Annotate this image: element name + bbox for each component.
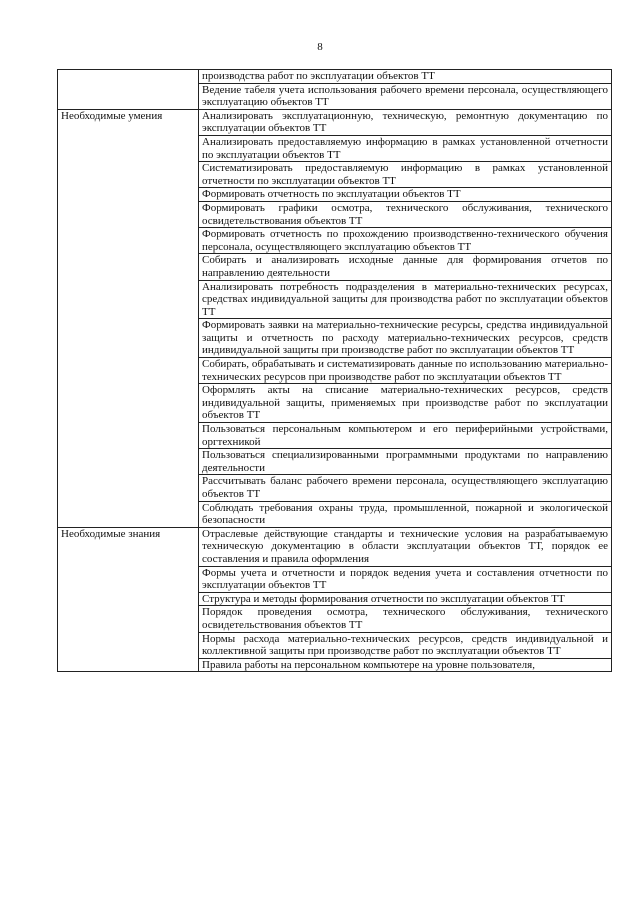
description-cell-skill: Формировать отчетность по прохождению производственно-технического обучения персонала, осуществляющего эксплуатацию объектов ТТ <box>199 228 612 254</box>
section-label: Необходимые умения <box>58 109 199 527</box>
description-cell-skill: Формировать заявки на материально-технические ресурсы, средства индивидуальной защиты и отчетность по расходу материально-технических ресурсов, средств индивидуальной защиты при производстве работ по эксплуатации объектов ТТ <box>199 319 612 358</box>
description-cell-skill: Соблюдать требования охраны труда, промышленной, пожарной и экологической безопасности <box>199 501 612 527</box>
description-cell-skill: Собирать, обрабатывать и систематизировать данные по использованию материально-технических ресурсов при производстве работ по эксплуатации объектов ТТ <box>199 358 612 384</box>
table-row <box>58 70 612 84</box>
description-cell-continued: производства работ по эксплуатации объектов ТТ <box>199 70 612 84</box>
description-cell-skill: Анализировать потребность подразделения в материально-технических ресурсах, средствах индивидуальной защиты для производства работ по эксплуатации объектов ТТ <box>199 280 612 319</box>
section-label: Необходимые знания <box>58 527 199 672</box>
description-cell-knowledge: Структура и методы формирования отчетности по эксплуатации объектов ТТ <box>199 592 612 606</box>
table-row <box>58 527 612 566</box>
description-cell-knowledge: Отраслевые действующие стандарты и технические условия на разрабатываемую техническую документацию в области эксплуатации объектов ТТ, порядок ее составления и правила оформления <box>199 527 612 566</box>
description-cell-knowledge: Правила работы на персональном компьютере на уровне пользователя, <box>199 658 612 672</box>
description-cell-knowledge: Формы учета и отчетности и порядок ведения учета и составления отчетности по эксплуатации объектов ТТ <box>199 566 612 592</box>
description-cell-skill: Формировать отчетность по эксплуатации объектов ТТ <box>199 188 612 202</box>
description-cell-skill: Систематизировать предоставляемую информацию в рамках установленной отчетности по эксплуатации объектов ТТ <box>199 162 612 188</box>
empty-label-cell <box>58 70 199 110</box>
description-cell-skill: Пользоваться специализированными программными продуктами по направлению деятельности <box>199 449 612 475</box>
competency-table <box>57 69 612 672</box>
description-cell-skill: Анализировать предоставляемую информацию в рамках установленной отчетности по эксплуатации объектов ТТ <box>199 135 612 161</box>
description-cell-skill: Пользоваться персональным компьютером и его периферийными устройствами, оргтехникой <box>199 423 612 449</box>
description-cell-skill: Оформлять акты на списание материально-технических ресурсов, средств индивидуальной защиты, применяемых при производстве работ по эксплуатации объектов ТТ <box>199 384 612 423</box>
table-body <box>58 70 612 672</box>
table-row <box>58 109 612 135</box>
description-cell-knowledge: Порядок проведения осмотра, технического обслуживания, технического освидетельствования объектов ТТ <box>199 606 612 632</box>
page-number: 8 <box>317 41 323 53</box>
description-cell-skill: Собирать и анализировать исходные данные для формирования отчетов по направлению деятельности <box>199 254 612 280</box>
description-cell-skill: Рассчитывать баланс рабочего времени персонала, осуществляющего эксплуатацию объектов ТТ <box>199 475 612 501</box>
description-cell-skill: Анализировать эксплуатационную, техническую, ремонтную документацию по эксплуатации объектов ТТ <box>199 109 612 135</box>
description-cell-skill: Формировать графики осмотра, технического обслуживания, технического освидетельствования объектов ТТ <box>199 201 612 227</box>
description-cell-knowledge: Нормы расхода материально-технических ресурсов, средств индивидуальной и коллективной защиты при производстве работ по эксплуатации объектов ТТ <box>199 632 612 658</box>
description-cell-continued: Ведение табеля учета использования рабочего времени персонала, осуществляющего эксплуатацию объектов ТТ <box>199 83 612 109</box>
